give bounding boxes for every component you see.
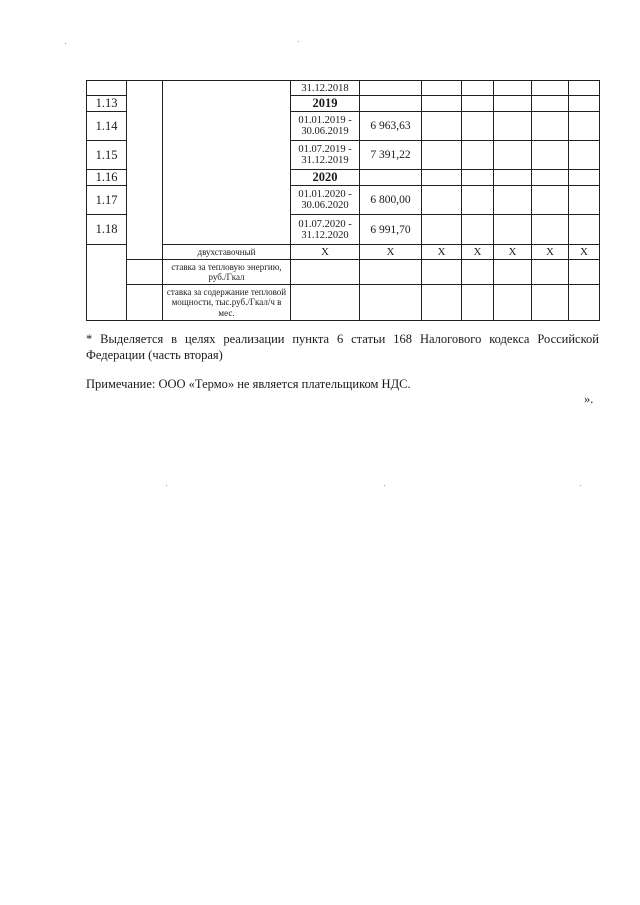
value-cell: 7 391,22 xyxy=(360,141,422,170)
scan-speck xyxy=(384,485,385,486)
row-number: 1.16 xyxy=(87,170,127,186)
x-mark: X xyxy=(422,245,462,260)
year-cell: 2020 xyxy=(291,170,360,186)
x-mark: X xyxy=(462,245,494,260)
value-cell: 6 963,63 xyxy=(360,112,422,141)
table-row xyxy=(87,81,600,96)
period-cell: 01.01.2020 - 30.06.2020 xyxy=(291,186,360,215)
period-cell: 01.01.2019 - 30.06.2019 xyxy=(291,112,360,141)
scan-speck xyxy=(298,41,299,42)
table-row xyxy=(87,245,600,260)
value-cell xyxy=(360,81,422,96)
row-number: 1.13 xyxy=(87,96,127,112)
x-mark: X xyxy=(532,245,569,260)
period-cell: 31.12.2018 xyxy=(291,81,360,96)
x-mark: X xyxy=(494,245,532,260)
table-row xyxy=(87,285,600,321)
row-number: 1.15 xyxy=(87,141,127,170)
capacity-rate-label: ставка за содержание тепловой мощности, тыс.руб./Гкал/ч в мес. xyxy=(163,285,291,321)
scan-speck xyxy=(580,485,581,486)
period-cell: 01.07.2020 - 31.12.2020 xyxy=(291,215,360,245)
blank-merged-cell xyxy=(87,245,127,321)
vat-note: Примечание: ООО «Термо» не является плательщиком НДС. xyxy=(86,377,411,391)
energy-rate-label: ставка за тепловую энергию, руб./Гкал xyxy=(163,260,291,285)
scan-speck xyxy=(65,43,66,44)
tariff-table xyxy=(86,80,600,321)
year-cell: 2019 xyxy=(291,96,360,112)
scan-speck xyxy=(166,485,167,486)
value-cell: 6 800,00 xyxy=(360,186,422,215)
merged-description-cell xyxy=(163,81,291,245)
value-cell: 6 991,70 xyxy=(360,215,422,245)
table-row xyxy=(87,260,600,285)
x-mark: X xyxy=(360,245,422,260)
row-number: 1.17 xyxy=(87,186,127,215)
period-cell: 01.07.2019 - 31.12.2019 xyxy=(291,141,360,170)
closing-quote: ». xyxy=(584,392,594,406)
row-number xyxy=(87,81,127,96)
footnote: * Выделяется в целях реализации пункта 6 статьи 168 Налогового кодекса Российской Федерации (часть вторая) xyxy=(86,332,599,362)
x-mark: X xyxy=(569,245,600,260)
row-number: 1.18 xyxy=(87,215,127,245)
x-mark: X xyxy=(291,245,360,260)
two-part-label: двухставочный xyxy=(163,245,291,260)
blank-merged-cell xyxy=(127,81,163,260)
row-number: 1.14 xyxy=(87,112,127,141)
